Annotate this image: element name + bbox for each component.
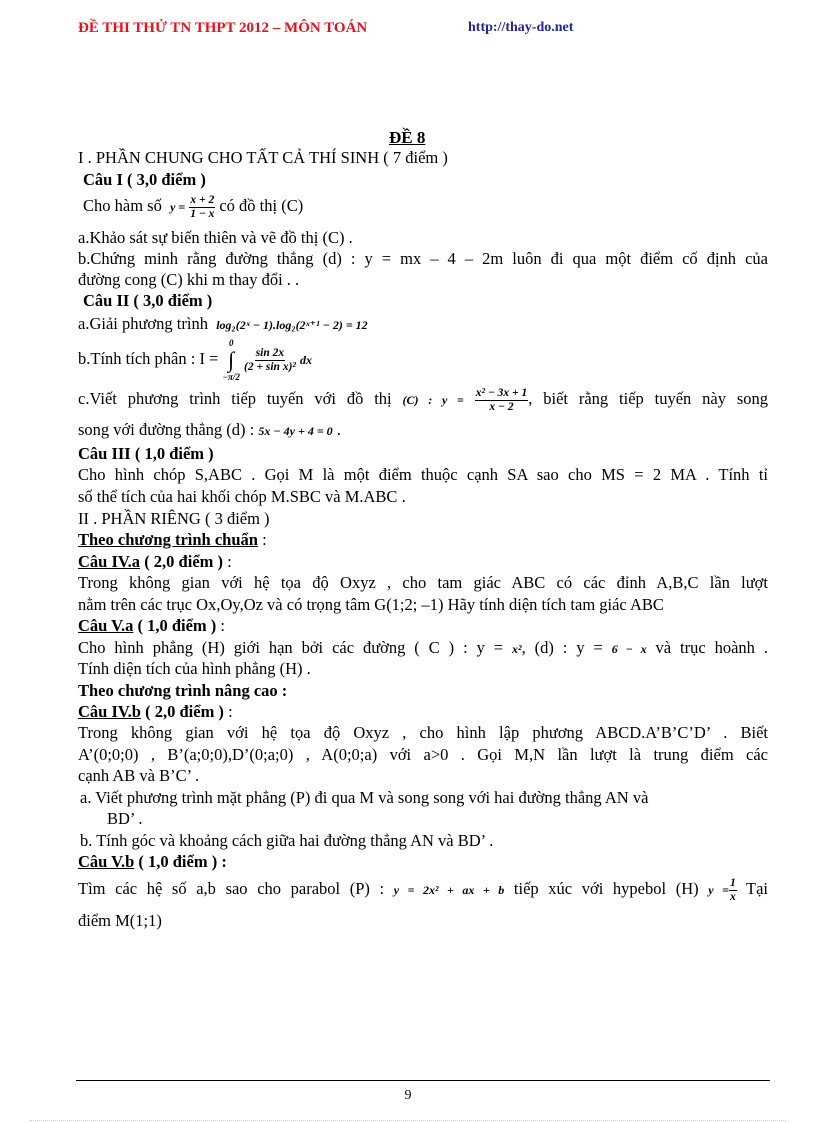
q5a-line2: Tính diện tích của hình phẳng (H) . (78, 659, 311, 678)
footer-rule (76, 1080, 770, 1081)
q4b-a-line1: a. Viết phương trình mặt phẳng (P) đi qua M và song song với hai đường thẳng AN và (80, 788, 649, 807)
q2-c-den: x − 2 (489, 400, 514, 413)
q2-c-end: . (332, 420, 341, 439)
q5b-frac-den: x (729, 890, 736, 903)
q5b-frac-num: 1 (729, 876, 736, 889)
q2-b-upper: 0 (228, 338, 234, 348)
q5b-l1b: y = 2x² + ax + b (393, 883, 505, 897)
q4b-b: b. Tính góc và khoảng cách giữa hai đường thẳng AN và BD’ . (80, 831, 494, 850)
q1-func-den: 1 − x (190, 207, 215, 220)
q2-c-fraction (475, 387, 528, 414)
q5b-colon: : (221, 852, 227, 871)
q2-c-equation: 5x − 4y + 4 = 0 (258, 424, 333, 438)
q5b-heading-row (78, 852, 227, 872)
q2-c-line2-text: song với đường thẳng (d) : (78, 420, 255, 439)
q4a-line2: nằm trên các trục Ox,Oy,Oz và có trọng tâm G(1;2; –1) Hãy tính diện tích tam giác ABC (78, 595, 664, 614)
q5a-l1c: , (d) : y = (521, 638, 612, 657)
q4a-heading-row (78, 552, 232, 572)
part1-heading: I . PHẦN CHUNG CHO TẤT CẢ THÍ SINH ( 7 điểm ) (78, 148, 448, 167)
q5b-line1 (78, 874, 768, 905)
q2-a-equation: log₂(2ˣ − 1).log₂(2ˣ⁺¹ − 2) = 12 (216, 318, 368, 332)
q5b-points: ( 1,0 điểm ) (134, 852, 222, 871)
q4a-colon: : (227, 552, 232, 571)
q2-b-text: b.Tính tích phân : I = (78, 348, 219, 368)
q1-b-line1: b.Chứng minh rằng đường thẳng (d) : y = mx – 4 – 2m luôn đi qua một điểm cố định của (78, 249, 768, 268)
q5a-colon: : (220, 616, 226, 635)
q1-func-num: x + 2 (190, 193, 215, 206)
q2-c-lhs: (C) : y = (402, 393, 464, 407)
q5a-heading-row (78, 616, 225, 636)
q5a-heading: Câu V.a (78, 616, 134, 635)
advanced-program: Theo chương trình nâng cao : (78, 681, 288, 700)
q2-c-text1: c.Viết phương trình tiếp tuyến với đồ thị (78, 389, 392, 408)
q5b-l1c: tiếp xúc với hypebol (H) (513, 879, 699, 898)
q2-c-line2 (78, 420, 341, 441)
q2-c-num: x² − 3x + 1 (475, 386, 528, 399)
q3-line1: Cho hình chóp S,ABC . Gọi M là một điểm thuộc cạnh SA sao cho MS = 2 MA . Tính tỉ (78, 465, 768, 484)
q2-b-fraction (244, 347, 296, 374)
q5b-l1a: Tìm các hệ số a,b sao cho parabol (P) : (78, 879, 385, 898)
q5b-l1d: y = (708, 883, 729, 897)
page-number: 9 (404, 1088, 412, 1103)
q4b-line1: Trong không gian với hệ tọa độ Oxyz , cho hình lập phương ABCD.A’B’C’D’ . Biết (78, 723, 768, 742)
q4b-heading-row (78, 702, 233, 722)
bottom-dotted-rule (30, 1120, 786, 1121)
q3-heading: Câu III ( 1,0 điểm ) (78, 444, 214, 463)
q2-b-num: sin 2x (255, 346, 285, 359)
q2-b-integral (223, 338, 240, 382)
q4b-a-line2: BD’ . (107, 809, 143, 828)
q2-a-text: a.Giải phương trình (78, 314, 208, 333)
q1-intro (83, 192, 303, 221)
q2-a (78, 314, 368, 335)
q5b-line2: điểm M(1;1) (78, 911, 162, 930)
q1-a: a.Khảo sát sự biến thiên và vẽ đồ thị (C) . (78, 228, 353, 247)
q5a-l1a: Cho hình phẳng (H) giới hạn bởi các đường ( C ) : y = (78, 638, 512, 657)
q2-heading: Câu II ( 3,0 điểm ) (83, 291, 213, 310)
integral-icon: ∫ (228, 347, 235, 372)
q1-heading: Câu I ( 3,0 điểm ) (83, 170, 206, 189)
standard-program-colon: : (257, 530, 267, 549)
part2-heading: II . PHẦN RIÊNG ( 3 điểm ) (78, 509, 270, 528)
q2-c-text2: , biết rằng tiếp tuyến này song (528, 389, 769, 408)
q5a-line1 (78, 638, 768, 659)
header-url[interactable]: http://thay-do.net (468, 20, 574, 35)
q4b-heading: Câu IV.b (78, 702, 141, 721)
q4b-points: ( 2,0 điểm ) (140, 702, 229, 721)
q5b-l1f: Tại (746, 879, 769, 898)
q1-func-fraction (189, 194, 215, 221)
q1-func-lhs: y = (170, 200, 186, 214)
q4b-colon: : (228, 702, 233, 721)
q1-intro-text: Cho hàm số (83, 196, 162, 215)
q2-b (78, 338, 312, 382)
q5a-l1d: 6 − x (611, 642, 647, 656)
q5a-points: ( 1,0 điểm ) (133, 616, 221, 635)
q2-b-den: (2 + sin x)² (244, 360, 296, 373)
q5a-l1e: và trục hoành . (646, 638, 768, 657)
standard-program-label: Theo chương trình chuẩn (78, 530, 258, 549)
q1-b-line2: đường cong (C) khi m thay đổi . . (78, 270, 300, 289)
q2-b-dx: dx (299, 352, 312, 367)
header-title: ĐỀ THI THỬ TN THPT 2012 – MÔN TOÁN (78, 20, 368, 36)
standard-program (78, 530, 267, 550)
q4a-line1: Trong không gian với hệ tọa độ Oxyz , cho tam giác ABC có các đỉnh A,B,C lần lượt (78, 573, 768, 592)
q5a-l1b: x² (511, 642, 522, 656)
q4a-points: ( 2,0 điểm ) (140, 552, 228, 571)
q5b-heading: Câu V.b (78, 852, 135, 871)
exam-title: ĐỀ 8 (389, 128, 426, 147)
q4a-heading: Câu IV.a (78, 552, 141, 571)
q2-b-lower: −π/2 (222, 372, 240, 382)
q2-c-line1 (78, 384, 768, 415)
q3-line2: số thể tích của hai khối chóp M.SBC và M.ABC . (78, 487, 406, 506)
q4b-line2: A’(0;0;0) , B’(a;0;0),D’(0;a;0) , A(0;0;a) với a>0 . Gọi M,N lần lượt là trung điểm các (78, 745, 768, 764)
q4b-line3: cạnh AB và B’C’ . (78, 766, 200, 785)
q5b-fraction (729, 877, 737, 904)
q1-intro-end: có đồ thị (C) (219, 196, 304, 215)
